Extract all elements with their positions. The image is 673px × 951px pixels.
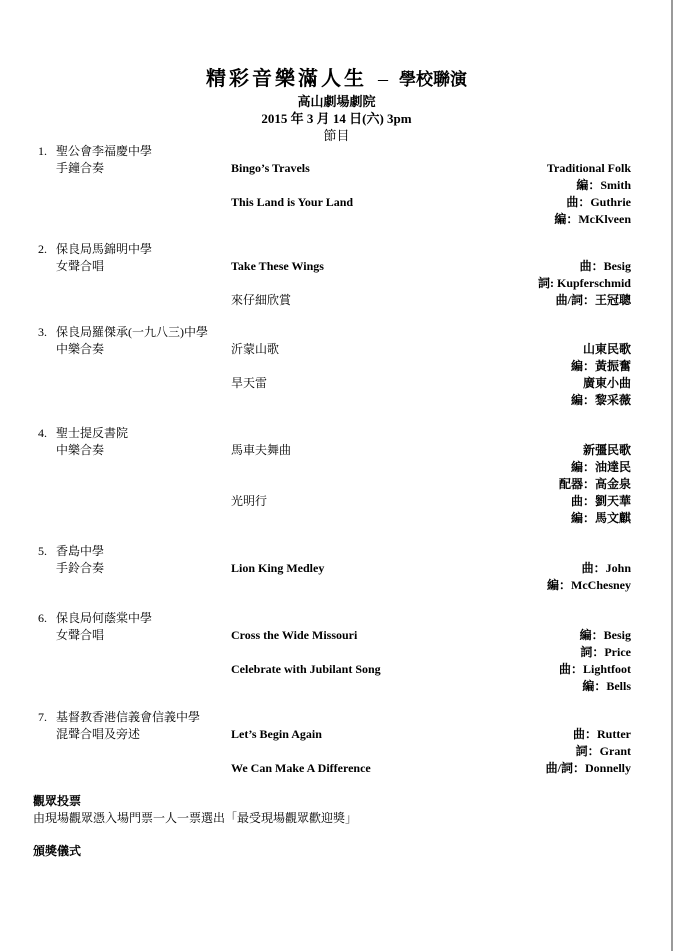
piece-title: We Can Make A Difference xyxy=(231,761,371,775)
credit-line: 詞：Grant xyxy=(575,744,631,758)
audience-vote-section xyxy=(33,793,357,827)
school-name: 聖士提反書院 xyxy=(56,426,129,440)
piece-credits xyxy=(573,726,631,760)
piece-credits xyxy=(547,560,631,594)
credit-line: 曲/詞：Donnelly xyxy=(545,761,631,775)
credit-line: 編：McChesney xyxy=(547,578,631,592)
credit-line: 新彊民歌 xyxy=(582,443,631,457)
school-name: 基督教香港信義會信義中學 xyxy=(56,710,201,724)
piece-title: 沂蒙山歌 xyxy=(231,342,280,356)
vote-text: 由現場觀眾憑入場門票一人一票選出「最受現場觀眾歡迎獎」 xyxy=(33,811,358,825)
page-title xyxy=(0,66,673,93)
credit-line: 編：黎采薇 xyxy=(570,393,631,407)
piece-credits xyxy=(559,442,631,493)
event-datetime: 2015 年 3 月 14 日(六) 3pm xyxy=(261,111,412,126)
school-name: 保良局羅傑承(一九八三)中學 xyxy=(56,325,208,339)
credit-line: 編：Besig xyxy=(579,628,631,642)
piece-title: 馬車夫舞曲 xyxy=(231,443,292,457)
ceremony-heading: 頒獎儀式 xyxy=(33,844,82,858)
piece-credits xyxy=(559,661,631,695)
credit-line: 曲：Rutter xyxy=(573,727,631,741)
school-name: 香島中學 xyxy=(56,544,105,558)
piece-credits xyxy=(556,292,631,309)
credit-line: 曲/詞：王冠聰 xyxy=(555,293,631,307)
title-dash: – xyxy=(378,68,388,90)
piece-title: Cross the Wide Missouri xyxy=(231,628,358,642)
program-label: 節目 xyxy=(323,128,350,143)
credit-line: 曲：劉天華 xyxy=(570,494,631,508)
piece-title: 旱天雷 xyxy=(231,376,268,390)
ensemble-type: 中樂合奏 xyxy=(56,342,105,356)
award-ceremony-section xyxy=(33,843,81,860)
ensemble-type: 手鈴合奏 xyxy=(56,561,105,575)
credit-line: 曲：John xyxy=(581,561,631,575)
piece-credits xyxy=(547,160,631,194)
piece-title: Celebrate with Jubilant Song xyxy=(231,662,381,676)
school-name: 聖公會李福慶中學 xyxy=(56,144,153,158)
credit-line: 曲：Besig xyxy=(579,259,631,273)
venue: 高山劇場劇院 xyxy=(297,94,376,109)
credit-line: 編：McKlveen xyxy=(554,212,631,226)
credit-line: 詞：Price xyxy=(580,645,631,659)
piece-credits xyxy=(546,760,631,777)
credit-line: 詞: Kupferschmid xyxy=(537,276,631,290)
item-number: 6. xyxy=(38,611,47,625)
credit-line: 編：油達民 xyxy=(570,460,631,474)
credit-line: 曲：Lightfoot xyxy=(558,662,631,676)
item-number: 2. xyxy=(38,242,47,256)
credit-line: 編：黃振奮 xyxy=(570,359,631,373)
item-number: 4. xyxy=(38,426,47,440)
vote-heading: 觀眾投票 xyxy=(33,794,82,808)
piece-title: Bingo’s Travels xyxy=(231,161,310,175)
school-name: 保良局馬錦明中學 xyxy=(56,242,153,256)
ensemble-type: 中樂合奏 xyxy=(56,443,105,457)
title-main: 精彩音樂滿人生 xyxy=(206,68,367,90)
ensemble-type: 混聲合唱及旁述 xyxy=(56,727,141,741)
credit-line: 配器：高金泉 xyxy=(558,477,631,491)
ensemble-type: 女聲合唱 xyxy=(56,259,105,273)
credit-line: 曲：Guthrie xyxy=(566,195,631,209)
item-number: 7. xyxy=(38,710,47,724)
ensemble-type: 女聲合唱 xyxy=(56,628,105,642)
piece-title: Let’s Begin Again xyxy=(231,727,322,741)
school-name: 保良局何蔭棠中學 xyxy=(56,611,153,625)
piece-credits xyxy=(571,375,631,409)
item-number: 1. xyxy=(38,144,47,158)
piece-credits xyxy=(571,341,631,375)
piece-title: 光明行 xyxy=(231,494,268,508)
credit-line: 編：馬文麒 xyxy=(570,511,631,525)
piece-credits xyxy=(571,493,631,527)
ensemble-type: 手鐘合奏 xyxy=(56,161,105,175)
program-header xyxy=(0,66,673,144)
item-number: 5. xyxy=(38,544,47,558)
credit-line: 廣東小曲 xyxy=(582,376,631,390)
title-subtitle: 學校聯演 xyxy=(399,70,467,89)
piece-credits xyxy=(554,194,631,228)
piece-credits xyxy=(538,258,631,292)
piece-title: Take These Wings xyxy=(231,259,324,273)
credit-line: 山東民歌 xyxy=(582,342,631,356)
piece-title: This Land is Your Land xyxy=(231,195,354,209)
piece-title: 來仔細欣賞 xyxy=(231,293,292,307)
piece-credits xyxy=(580,627,631,661)
item-number: 3. xyxy=(38,325,47,339)
piece-title: Lion King Medley xyxy=(231,561,325,575)
credit-line: 編：Smith xyxy=(576,178,631,192)
credit-line: Traditional Folk xyxy=(546,161,631,175)
credit-line: 編：Bells xyxy=(582,679,631,693)
